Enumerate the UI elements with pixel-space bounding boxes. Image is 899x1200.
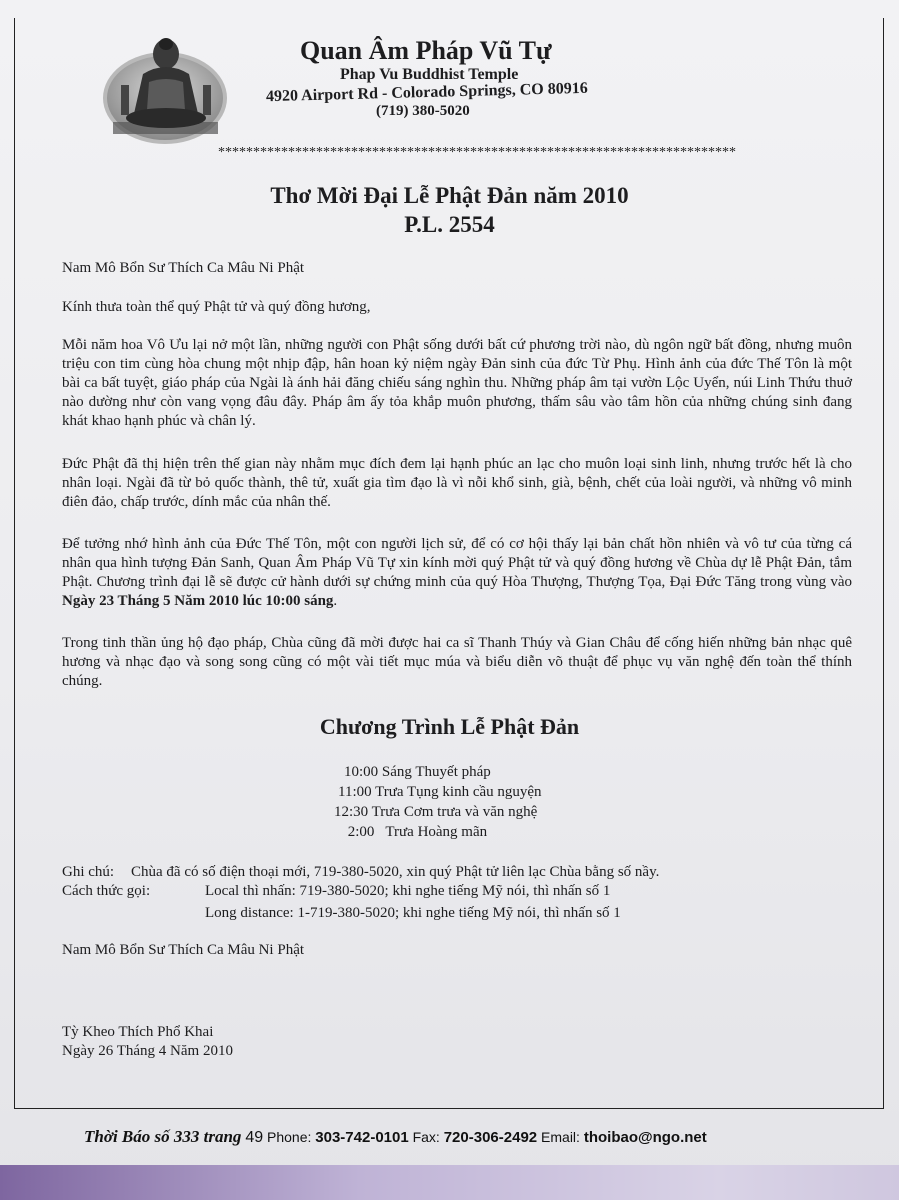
program-item: 11:00 Trưa Tụng kinh cầu nguyện: [338, 784, 542, 800]
temple-address: 4920 Airport Rd - Colorado Springs, CO 80916: [265, 79, 588, 106]
signer-name: Tỳ Kheo Thích Phổ Khai: [62, 1024, 214, 1040]
call-label: Cách thức gọi:: [62, 883, 151, 899]
phone-label: Phone:: [267, 1129, 312, 1145]
long-distance-instructions: Long distance: 1-719-380-5020; khi nghe tiếng Mỹ nói, thì nhấn số 1: [205, 905, 621, 921]
temple-name-english: Phap Vu Buddhist Temple: [340, 66, 519, 83]
divider-stars: **************************************************************************: [218, 145, 736, 160]
signature-date: Ngày 26 Tháng 4 Năm 2010: [62, 1043, 233, 1059]
invitation-subtitle: P.L. 2554: [404, 212, 495, 237]
email-label: Email:: [541, 1129, 580, 1145]
opening-salutation: Nam Mô Bổn Sư Thích Ca Mâu Ni Phật: [62, 260, 305, 276]
invitation-title: Thơ Mời Đại Lễ Phật Đản năm 2010: [270, 183, 629, 208]
page-number: 49: [245, 1129, 264, 1146]
fax-label: Fax:: [412, 1129, 440, 1145]
paragraph-3-text: Để tưởng nhớ hình ảnh của Đức Thế Tôn, một con người lịch sử, để có cơ hội thấy lại bản chất hồn nhiên và vô tư của từng cá nhân qua hình tượng Đản Sanh, Quan Âm Pháp Vũ Tự xin kính mời quý Phật tử và quý đồng hương về Chùa dự lễ Phật Đản, tắm Phật. Chương trình đại lễ sẽ được cử hành dưới sự chứng minh của quý Hòa Thượng, Thượng Tọa, Đại Đức Tăng trong vùng vào: [62, 536, 852, 590]
note-label: Ghi chú:: [62, 864, 115, 880]
local-call-instructions: Local thì nhấn: 719-380-5020; khi nghe tiếng Mỹ nói, thì nhấn số 1: [205, 883, 611, 899]
paragraph-4: Trong tinh thần ủng hộ đạo pháp, Chùa cũng đã mời được hai ca sĩ Thanh Thúy và Gian Châu để cống hiến những bản nhạc quê hương và nhạc đạo và song song cũng có một vài tiết mục múa và biểu diễn võ thuật để phục vụ văn nghệ đến toàn thể thính chúng.: [62, 635, 852, 689]
program-item: 12:30 Trưa Cơm trưa và văn nghệ: [334, 804, 538, 820]
temple-phone: (719) 380-5020: [376, 103, 470, 119]
footer-email: thoibao@ngo.net: [583, 1129, 707, 1146]
temple-name: Quan Âm Pháp Vũ Tự: [300, 36, 552, 65]
footer-fax: 720-306-2492: [443, 1129, 538, 1146]
greeting: Kính thưa toàn thể quý Phật tử và quý đồng hương,: [62, 299, 371, 315]
program-heading: Chương Trình Lễ Phật Đản: [319, 714, 580, 739]
paragraph-2: Đức Phật đã thị hiện trên thế gian này nhằm mục đích đem lại hạnh phúc an lạc cho muôn loại sinh linh, nhưng trước hết là cho nhân loại. Ngài đã từ bỏ quốc thành, thê tử, xuất gia tìm đạo là vì nỗi khổ sinh, già, bệnh, chết của loài người, và những vô minh điên đảo, chấp trước, dính mắc của nhân thế.: [62, 456, 852, 510]
background-surface: [0, 1165, 899, 1200]
paragraph-3: [62, 535, 852, 611]
publication-name: Thời Báo số 333 trang: [84, 1127, 242, 1146]
paragraph-3-end: .: [333, 593, 338, 609]
footer-phone: 303-742-0101: [315, 1129, 409, 1146]
paragraph-1: Mỗi năm hoa Vô Ưu lại nở một lần, những người con Phật sống dưới bất cứ phương trời nào, dù ngôn ngữ bất đồng, nhưng muôn triệu con tim cùng hòa chung một nhịp đập, hân hoan kỷ niệm ngày Đản sinh của đức Từ Phụ. Hình ảnh của đức Thế Tôn là một bài ca bất tuyệt, giáo pháp của Ngài là ánh hải đăng chiếu sáng nghìn thu. Những pháp âm tại vườn Lộc Uyển, núi Linh Thứu thuở nào dường như còn vang vọng đâu đây. Pháp âm ấy tỏa khắp muôn phương, thấm sâu vào tâm hồn của những chúng sinh đang khát khao hạnh phúc và chân lý.: [62, 337, 852, 429]
program-item: 2:00 Trưa Hoàng mãn: [344, 824, 488, 840]
page-footer: [84, 1127, 707, 1147]
ceremony-date: Ngày 23 Tháng 5 Năm 2010 lúc 10:00 sáng: [62, 593, 334, 609]
program-item: 10:00 Sáng Thuyết pháp: [344, 764, 491, 780]
buddha-logo-icon: [103, 30, 233, 150]
note-text: Chùa đã có số điện thoại mới, 719-380-5020, xin quý Phật tử liên lạc Chùa bằng số nầy.: [131, 864, 660, 880]
closing-salutation: Nam Mô Bổn Sư Thích Ca Mâu Ni Phật: [62, 942, 305, 958]
